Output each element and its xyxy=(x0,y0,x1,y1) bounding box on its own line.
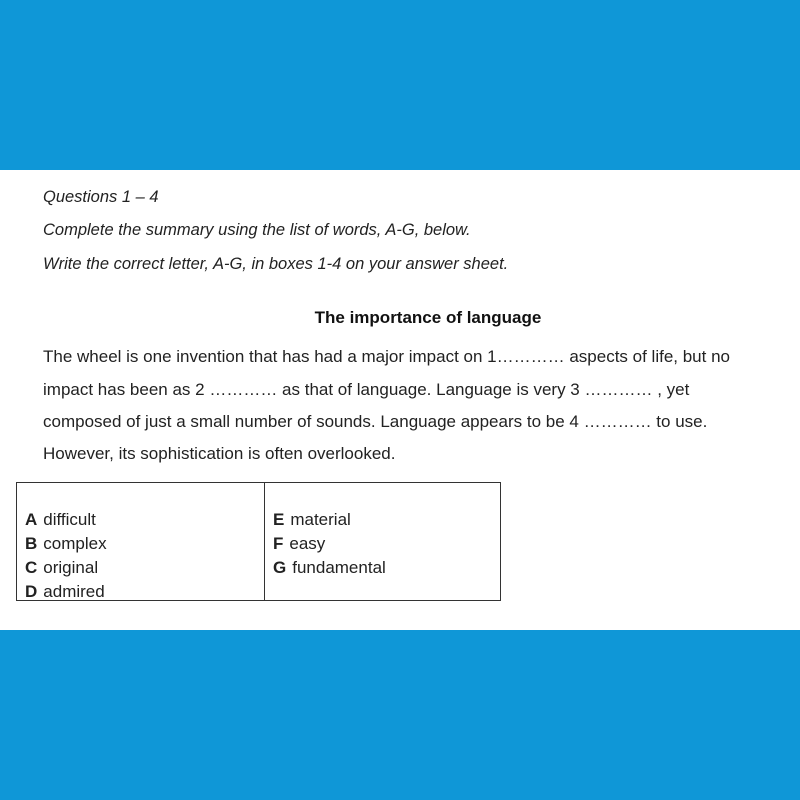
questions-heading: Questions 1 – 4 xyxy=(43,188,159,206)
summary-line-4: However, its sophistication is often overlooked. xyxy=(43,444,396,463)
summary-line-2: impact has been as 2 ………… as that of language. Language is very 3 ………… , yet xyxy=(43,380,690,399)
option-word: original xyxy=(43,558,99,577)
option-g xyxy=(273,558,386,578)
option-word: difficult xyxy=(43,510,96,529)
option-word: complex xyxy=(43,534,107,553)
option-word: material xyxy=(290,510,351,529)
summary-line-3: composed of just a small number of sounds. Language appears to be 4 ………… to use. xyxy=(43,412,708,431)
word-list-box xyxy=(16,482,501,601)
option-b xyxy=(25,534,107,554)
option-letter: C xyxy=(25,558,38,577)
option-word: admired xyxy=(43,582,105,601)
option-a xyxy=(25,510,96,530)
instruction-line-1: Complete the summary using the list of words, A-G, below. xyxy=(43,221,471,239)
option-d xyxy=(25,582,105,602)
option-letter: E xyxy=(273,510,285,529)
instruction-line-2: Write the correct letter, A-G, in boxes 1-4 on your answer sheet. xyxy=(43,255,509,273)
option-word: easy xyxy=(289,534,326,553)
option-letter: G xyxy=(273,558,287,577)
summary-line-1: The wheel is one invention that has had a major impact on 1………… aspects of life, but no xyxy=(43,347,730,366)
option-letter: F xyxy=(273,534,284,553)
option-word: fundamental xyxy=(292,558,386,577)
option-c xyxy=(25,558,98,578)
option-letter: D xyxy=(25,582,38,601)
option-e xyxy=(273,510,351,530)
word-list-divider xyxy=(264,483,265,600)
option-letter: B xyxy=(25,534,38,553)
option-letter: A xyxy=(25,510,38,529)
summary-title: The importance of language xyxy=(314,308,542,327)
question-panel xyxy=(0,170,800,630)
option-f xyxy=(273,534,325,554)
